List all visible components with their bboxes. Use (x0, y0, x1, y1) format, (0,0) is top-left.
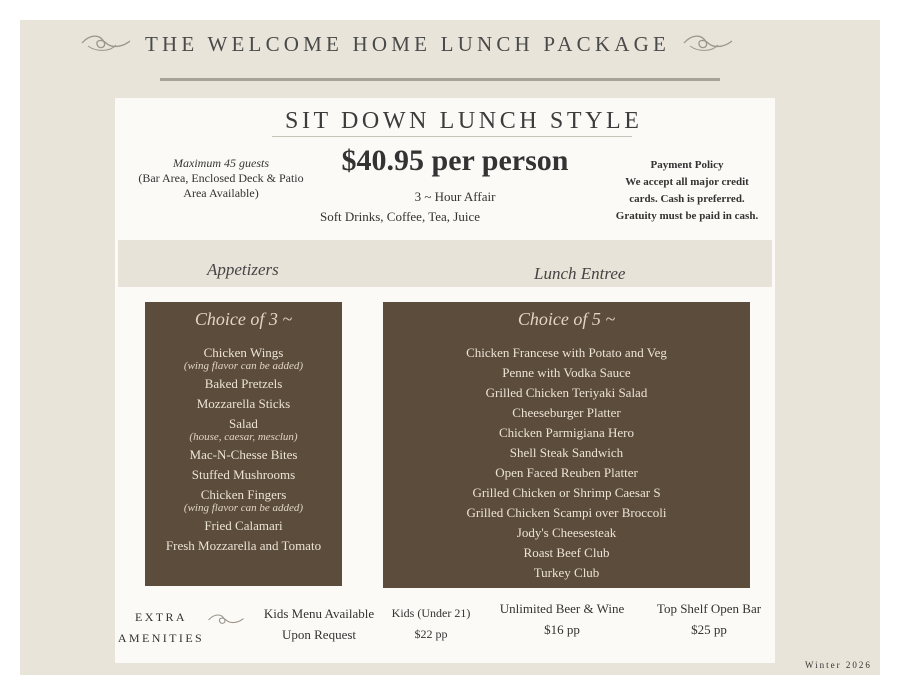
list-item: Grilled Chicken Scampi over Broccoli (466, 505, 667, 520)
list-item: Stuffed Mushrooms (191, 467, 296, 482)
entree-menu-box (383, 302, 750, 588)
entree-list (383, 343, 750, 583)
open-bar-info (645, 598, 773, 640)
policy-line: We accept all major credit (625, 176, 749, 188)
list-item: Chicken Parmigiana Hero (498, 425, 634, 440)
kids-menu-line: Kids Menu Available (263, 606, 375, 621)
open-bar-price: $25 pp (691, 622, 727, 637)
appetizer-list (145, 343, 342, 556)
list-item: Baked Pretzels (204, 376, 283, 391)
service-style-title: SIT DOWN LUNCH STYLE (285, 108, 643, 134)
left-flourish-icon (80, 32, 132, 54)
lunch-entree-heading: Lunch Entree (534, 264, 626, 283)
list-item: Open Faced Reuben Platter (495, 465, 638, 480)
appetizer-choice-heading: Choice of 3 ~ (194, 309, 293, 329)
list-item: Fried Calamari (204, 518, 283, 533)
event-duration: 3 ~ Hour Affair (414, 189, 496, 204)
list-item: Salad (229, 416, 258, 431)
price-per-person: $40.95 per person (341, 144, 569, 177)
list-item: Jody's Cheesesteak (516, 525, 617, 540)
list-item: Shell Steak Sandwich (509, 445, 624, 460)
item-note: (house, caesar, mesclun) (189, 431, 298, 443)
package-title: THE WELCOME HOME LUNCH PACKAGE (145, 32, 670, 56)
policy-line: Gratuity must be paid in cash. (615, 210, 759, 222)
list-item: Mac-N-Chesse Bites (189, 447, 298, 462)
kids-price-label: Kids (Under 21) (391, 606, 471, 620)
kids-menu-request: Upon Request (281, 627, 357, 642)
list-item: Chicken Fingers (200, 487, 287, 502)
kids-price: $22 pp (414, 627, 448, 641)
beer-wine-label: Unlimited Beer & Wine (499, 601, 625, 616)
appetizers-heading: Appetizers (207, 260, 279, 279)
capacity-areas: (Bar Area, Enclosed Deck & Patio Area Available) (138, 171, 304, 200)
open-bar-label: Top Shelf Open Bar (656, 601, 762, 616)
policy-title: Payment Policy (650, 159, 724, 171)
appetizer-menu-box (145, 302, 342, 586)
right-flourish-icon (682, 32, 734, 54)
list-item: Cheeseburger Platter (512, 405, 621, 420)
list-item: Grilled Chicken Teriyaki Salad (485, 385, 648, 400)
entree-choice-heading: Choice of 5 ~ (517, 309, 616, 329)
capacity-main: Maximum 45 guests (173, 156, 269, 170)
list-item: Chicken Francese with Potato and Veg (466, 345, 667, 360)
policy-line: cards. Cash is preferred. (629, 193, 745, 205)
list-item: Mozzarella Sticks (196, 396, 291, 411)
list-item: Roast Beef Club (523, 545, 610, 560)
list-item: Chicken Wings (203, 345, 284, 360)
beer-wine-price: $16 pp (544, 622, 580, 637)
item-note: (wing flavor can be added) (183, 360, 304, 372)
kids-price-info (383, 603, 479, 645)
item-note: (wing flavor can be added) (183, 502, 304, 514)
extra-label-line: EXTRA (135, 610, 187, 624)
list-item: Fresh Mozzarella and Tomato (165, 538, 322, 553)
title-divider (160, 78, 720, 81)
payment-policy (606, 157, 768, 225)
amenities-flourish-icon (206, 612, 246, 628)
capacity-info (128, 156, 314, 201)
included-drinks: Soft Drinks, Coffee, Tea, Juice (320, 209, 480, 224)
season-label: Winter 2026 (805, 660, 872, 670)
kids-menu-info (256, 603, 382, 645)
style-divider (272, 136, 632, 137)
extra-amenities-label (116, 607, 206, 649)
beer-wine-info (488, 598, 636, 640)
amenities-label-line: AMENITIES (117, 631, 205, 645)
list-item: Penne with Vodka Sauce (502, 365, 631, 380)
list-item: Grilled Chicken or Shrimp Caesar S (472, 485, 661, 500)
list-item: Turkey Club (533, 565, 600, 580)
